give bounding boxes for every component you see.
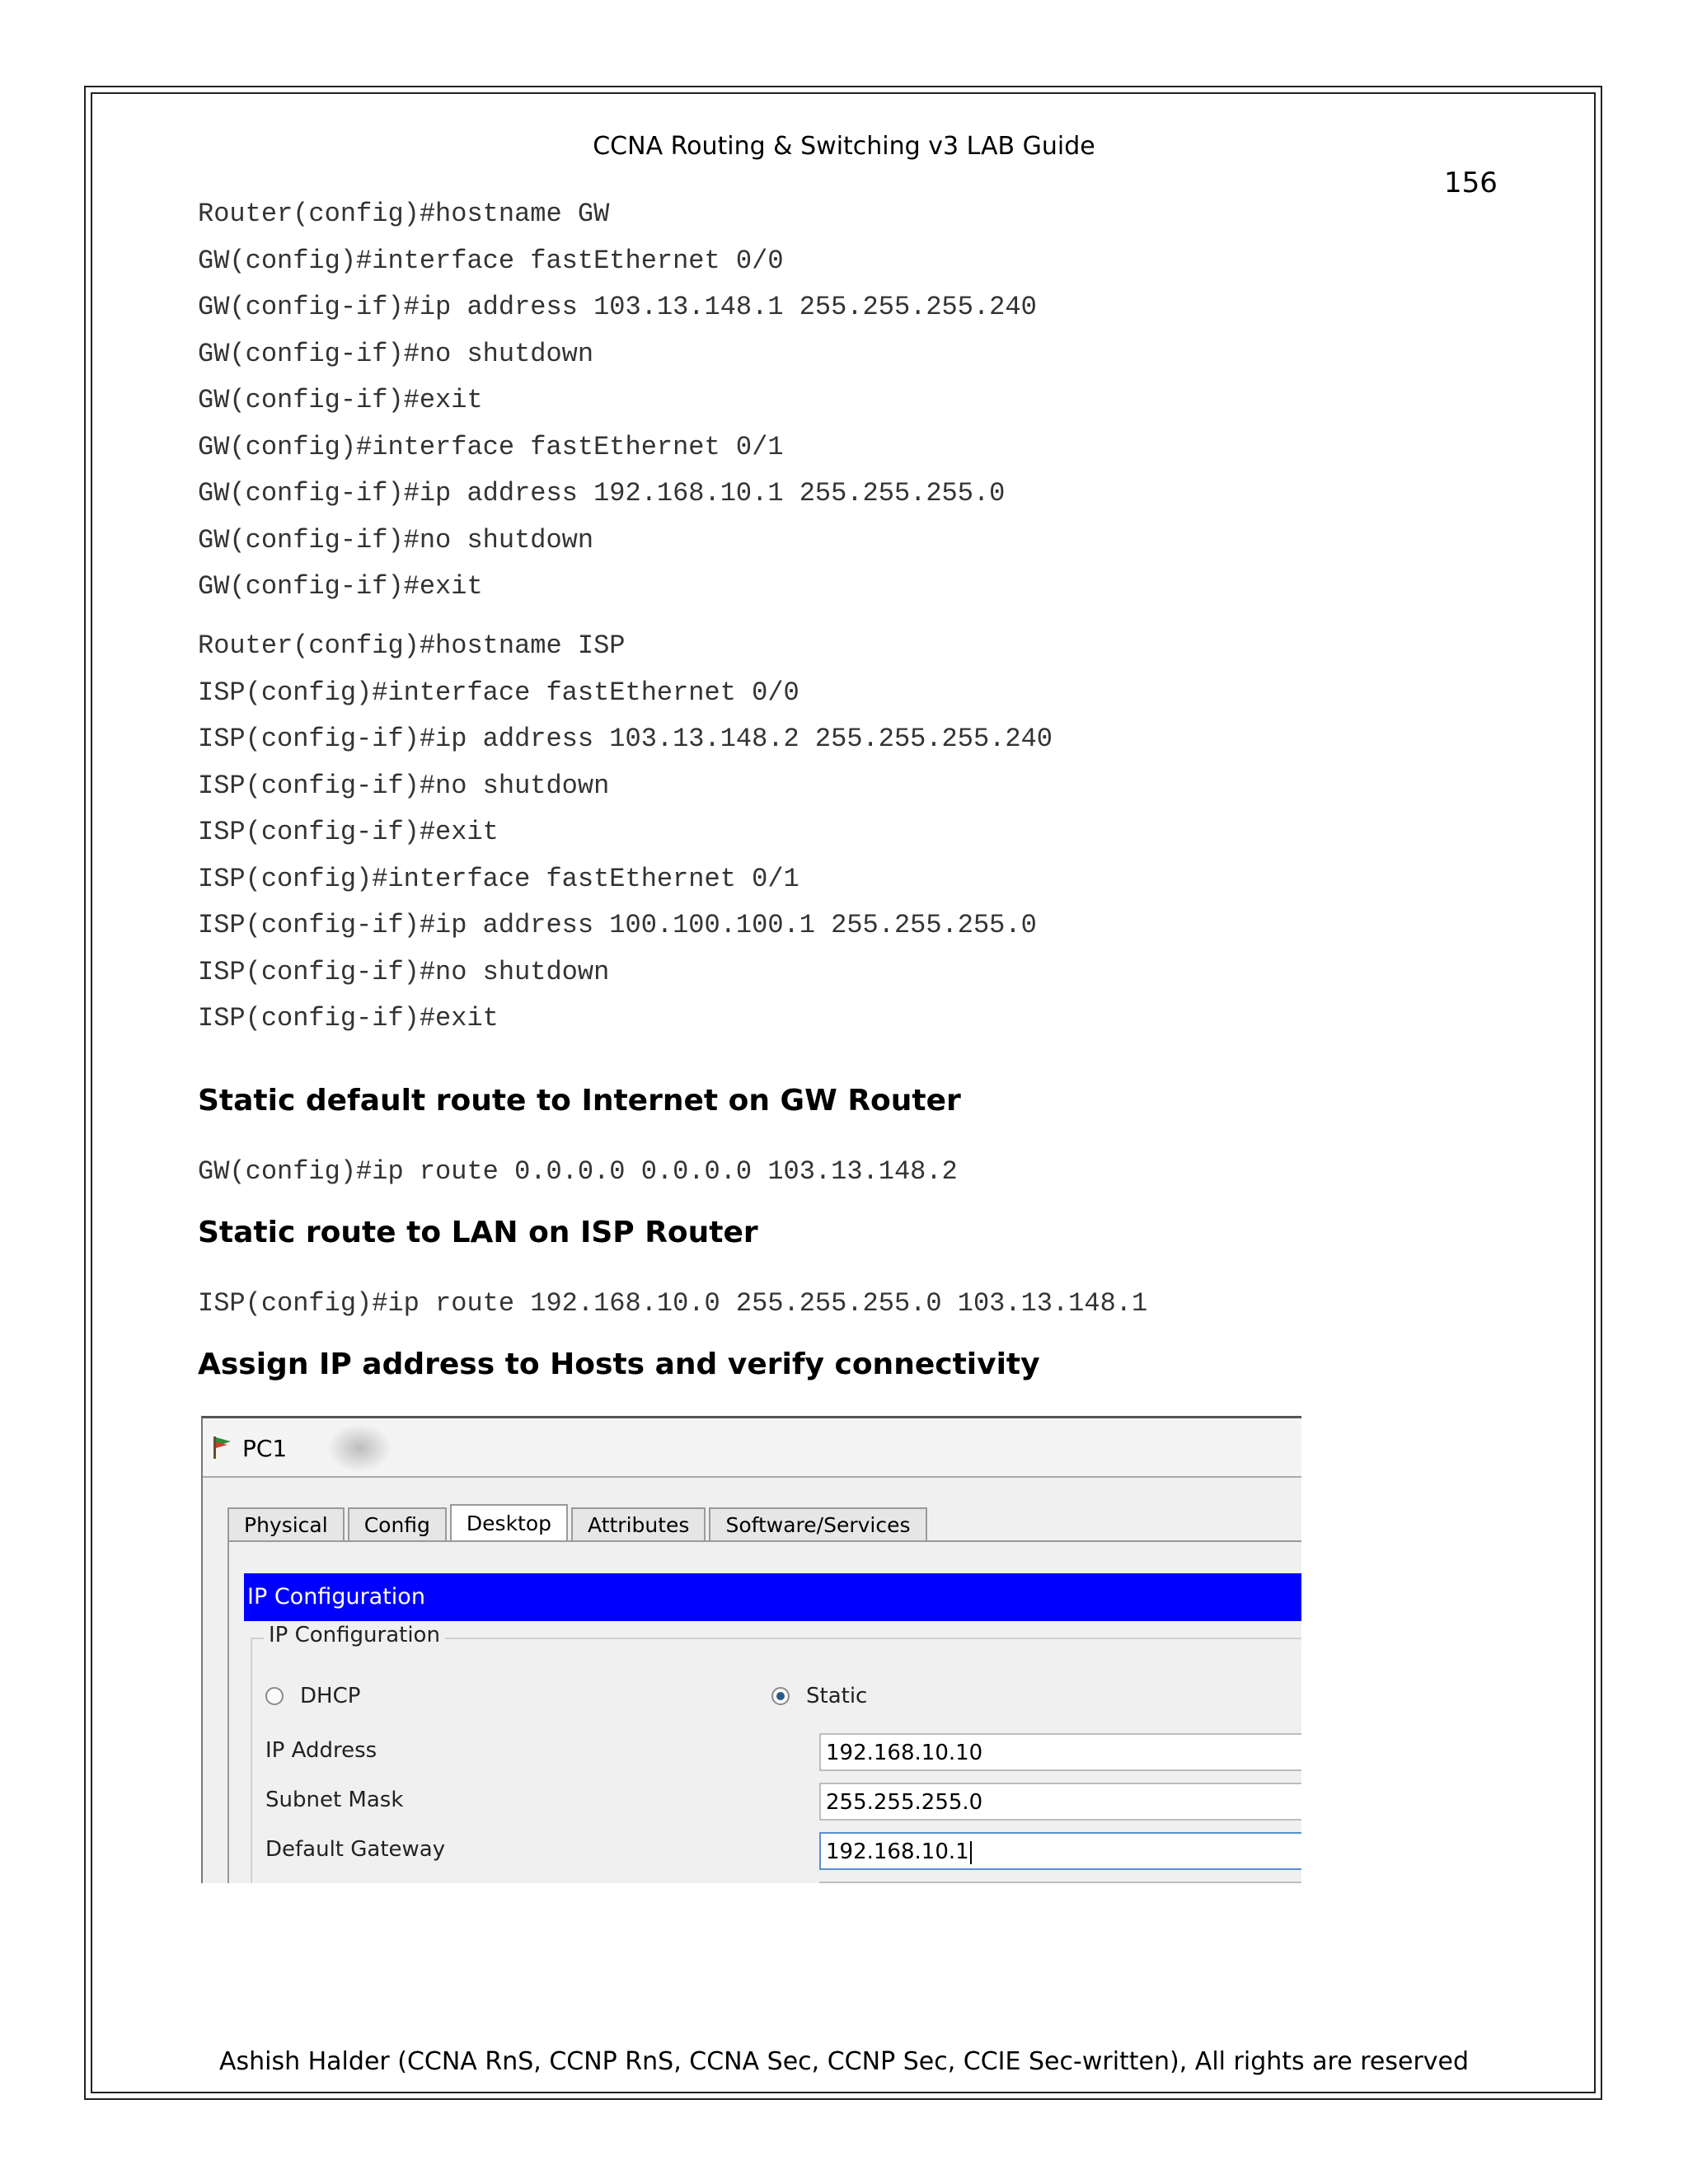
code-line: GW(config-if)#ip address 103.13.148.1 255.255.255.240 bbox=[198, 292, 1037, 322]
ip-address-input[interactable] bbox=[819, 1733, 1301, 1771]
code-line: ISP(config-if)#exit bbox=[198, 817, 499, 847]
tab-software-services[interactable]: Software/Services bbox=[709, 1507, 926, 1540]
subnet-mask-input[interactable] bbox=[819, 1783, 1301, 1821]
isp-config-block bbox=[198, 623, 1053, 1043]
code-line: ISP(config)#interface fastEthernet 0/1 bbox=[198, 863, 799, 894]
code-line: GW(config-if)#exit bbox=[198, 571, 483, 602]
ip-config-group-title: IP Configuration bbox=[264, 1623, 445, 1647]
ip-address-label: IP Address bbox=[265, 1738, 377, 1763]
code-line: GW(config-if)#no shutdown bbox=[198, 338, 594, 369]
tab-config[interactable]: Config bbox=[348, 1507, 447, 1540]
gw-config-block bbox=[198, 191, 1037, 611]
code-line: ISP(config)#interface fastEthernet 0/0 bbox=[198, 677, 799, 708]
code-line: GW(config)#interface fastEthernet 0/1 bbox=[198, 431, 784, 462]
code-line: GW(config-if)#exit bbox=[198, 385, 483, 415]
code-line: GW(config-if)#no shutdown bbox=[198, 524, 594, 555]
next-field-input[interactable] bbox=[819, 1882, 1301, 1883]
blurred-area bbox=[326, 1423, 392, 1473]
dhcp-label: DHCP bbox=[300, 1684, 361, 1708]
ip-address-value: 192.168.10.10 bbox=[826, 1741, 983, 1765]
ip-config-titlebar: IP Configuration bbox=[244, 1573, 1301, 1621]
header-title: CCNA Routing & Switching v3 LAB Guide bbox=[593, 132, 1095, 161]
radio-checked-icon bbox=[771, 1687, 790, 1705]
static-radio[interactable] bbox=[771, 1684, 867, 1708]
code-line: ISP(config-if)#ip address 100.100.100.1 255.255.255.0 bbox=[198, 910, 1037, 940]
dhcp-radio[interactable] bbox=[265, 1684, 360, 1708]
hosts-heading: Assign IP address to Hosts and verify connectivity bbox=[198, 1347, 1040, 1381]
code-line: Router(config)#hostname GW bbox=[198, 199, 610, 229]
code-line: ISP(config-if)#ip address 103.13.148.2 255.255.255.240 bbox=[198, 724, 1053, 754]
code-line: Router(config)#hostname ISP bbox=[198, 630, 626, 661]
default-gateway-value: 192.168.10.1 bbox=[826, 1840, 969, 1864]
pc1-config-window bbox=[201, 1416, 1301, 1883]
subnet-mask-value: 255.255.255.0 bbox=[826, 1790, 983, 1815]
default-route-command: GW(config)#ip route 0.0.0.0 0.0.0.0 103.13.148.2 bbox=[198, 1156, 958, 1187]
packet-tracer-icon bbox=[211, 1435, 232, 1460]
window-titlebar bbox=[203, 1418, 1301, 1478]
text-caret bbox=[970, 1841, 972, 1864]
static-label: Static bbox=[806, 1684, 868, 1708]
code-line: ISP(config-if)#no shutdown bbox=[198, 956, 610, 987]
lan-route-heading: Static route to LAN on ISP Router bbox=[198, 1216, 758, 1249]
code-line: ISP(config-if)#exit bbox=[198, 1003, 499, 1033]
tab-bar bbox=[227, 1504, 931, 1540]
default-gateway-label: Default Gateway bbox=[265, 1837, 446, 1862]
footer-copyright: Ashish Halder (CCNA RnS, CCNP RnS, CCNA Sec, CCNP Sec, CCIE Sec-written), All rights are reserved bbox=[218, 2047, 1470, 2076]
radio-unchecked-icon bbox=[265, 1687, 284, 1705]
code-line: GW(config)#interface fastEthernet 0/0 bbox=[198, 245, 784, 276]
default-route-heading: Static default route to Internet on GW Router bbox=[198, 1084, 961, 1118]
default-gateway-input[interactable] bbox=[819, 1832, 1301, 1870]
window-title: PC1 bbox=[242, 1435, 288, 1462]
tab-attributes[interactable]: Attributes bbox=[571, 1507, 706, 1540]
ip-config-group bbox=[251, 1623, 1301, 1883]
desktop-panel bbox=[227, 1542, 1301, 1883]
tab-physical[interactable]: Physical bbox=[227, 1507, 345, 1540]
code-line: ISP(config-if)#no shutdown bbox=[198, 770, 610, 801]
code-line: GW(config-if)#ip address 192.168.10.1 255.255.255.0 bbox=[198, 478, 1006, 509]
tab-desktop[interactable]: Desktop bbox=[450, 1504, 568, 1542]
subnet-mask-label: Subnet Mask bbox=[265, 1788, 404, 1812]
page-number: 156 bbox=[1444, 166, 1498, 199]
lan-route-command: ISP(config)#ip route 192.168.10.0 255.255.255.0 103.13.148.1 bbox=[198, 1288, 1148, 1319]
